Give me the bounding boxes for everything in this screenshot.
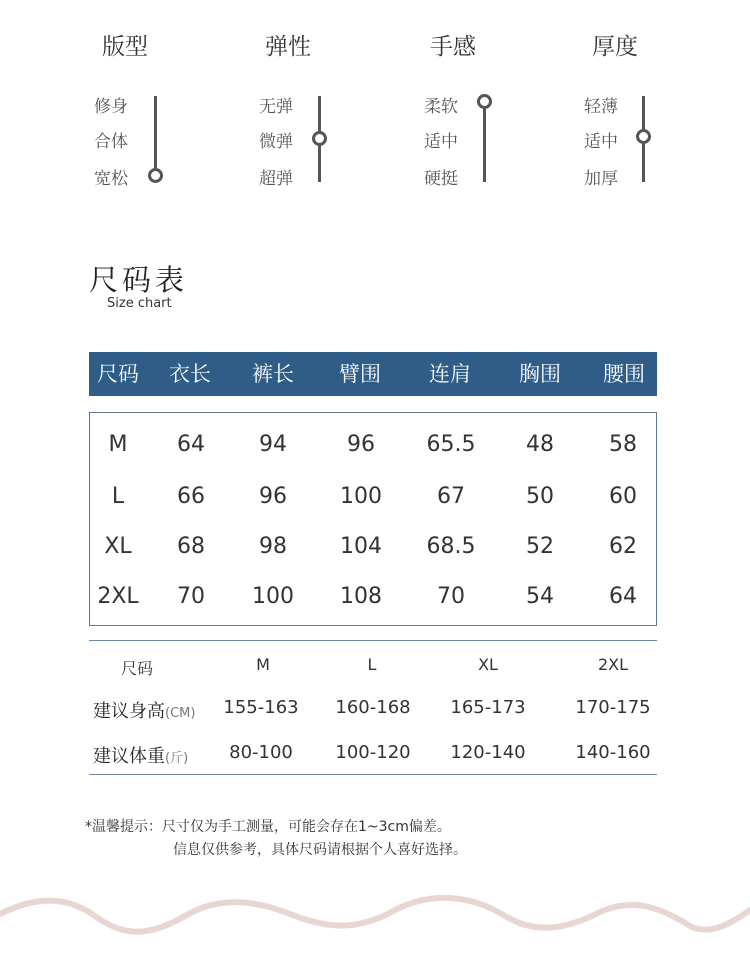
rec-weight: 80-100: [229, 742, 293, 763]
rec-weight-unit: (斤): [165, 751, 189, 766]
table-cell: 50: [526, 484, 554, 509]
table-cell: 100: [340, 484, 382, 509]
rec-height-label: [93, 697, 195, 723]
tip-line-2: 信息仅供参考，具体尺码请根据个人喜好选择。: [173, 842, 467, 858]
table-cell: 96: [347, 432, 375, 457]
rec-weight-label-text: 建议体重: [93, 746, 165, 767]
header-cell: 臂围: [339, 362, 381, 386]
rec-height-label-text: 建议身高: [93, 701, 165, 722]
slider-knob: [477, 94, 492, 109]
slider-knob: [312, 131, 327, 146]
table-cell: 65.5: [426, 432, 476, 457]
table-cell: M: [108, 432, 128, 457]
attribute-option: 硬挺: [424, 169, 458, 189]
slider-track: [154, 96, 157, 168]
header-cell: 裤长: [252, 362, 294, 386]
table-cell: 62: [609, 534, 637, 559]
rec-height: 155-163: [223, 697, 299, 718]
attribute-option: 无弹: [259, 97, 293, 117]
table-cell: 96: [259, 484, 287, 509]
attribute-option: 合体: [94, 132, 128, 152]
table-cell: 58: [609, 432, 637, 457]
attribute-option: 修身: [94, 97, 128, 117]
table-cell: 67: [437, 484, 465, 509]
table-cell: 2XL: [97, 584, 139, 609]
rec-weight-label: [93, 742, 188, 768]
rec-weight: 140-160: [575, 742, 651, 763]
table-cell: 52: [526, 534, 554, 559]
slider-track: [483, 108, 486, 182]
tip-line-1: *温馨提示：尺寸仅为手工测量，可能会存在1~3cm偏差。: [85, 819, 451, 835]
rec-height-unit: (CM): [165, 706, 196, 721]
table-cell: L: [111, 484, 125, 509]
attribute-option: 微弹: [259, 132, 293, 152]
rec-height: 160-168: [335, 697, 411, 718]
table-cell: 48: [526, 432, 554, 457]
table-cell: 64: [177, 432, 205, 457]
attribute-title: 弹性: [265, 34, 311, 60]
table-cell: 60: [609, 484, 637, 509]
attribute-option: 宽松: [94, 169, 128, 189]
header-cell: 尺码: [97, 362, 139, 386]
table-cell: 68: [177, 534, 205, 559]
size-table-header: [89, 352, 657, 396]
size-table-body: [89, 412, 657, 626]
divider-bottom: [89, 774, 657, 775]
rec-size: L: [367, 655, 377, 674]
rec-size: XL: [478, 655, 498, 674]
attribute-option: 适中: [584, 132, 618, 152]
slider-knob: [636, 129, 651, 144]
table-cell: 70: [437, 584, 465, 609]
attribute-option: 适中: [424, 132, 458, 152]
attribute-title: 厚度: [592, 34, 638, 60]
divider-top: [89, 640, 657, 641]
table-cell: 68.5: [426, 534, 476, 559]
table-cell: 64: [609, 584, 637, 609]
attribute-option: 超弹: [259, 169, 293, 189]
slider-knob: [148, 168, 163, 183]
table-cell: XL: [104, 534, 132, 559]
size-chart-subtitle: Size chart: [107, 296, 172, 311]
table-cell: 70: [177, 584, 205, 609]
rec-height: 170-175: [575, 697, 651, 718]
rec-size-label: 尺码: [121, 659, 154, 678]
table-cell: 104: [340, 534, 382, 559]
table-cell: 100: [252, 584, 294, 609]
rec-weight: 100-120: [335, 742, 411, 763]
table-cell: 54: [526, 584, 554, 609]
table-cell: 108: [340, 584, 382, 609]
attribute-option: 加厚: [584, 169, 618, 189]
size-chart-title: 尺码表: [89, 263, 189, 297]
table-cell: 98: [259, 534, 287, 559]
rec-size: 2XL: [597, 655, 629, 674]
rec-weight: 120-140: [450, 742, 526, 763]
attribute-option: 柔软: [424, 97, 458, 117]
attribute-title: 手感: [430, 34, 476, 60]
header-cell: 衣长: [169, 362, 211, 386]
decorative-wave: [0, 880, 750, 954]
table-cell: 94: [259, 432, 287, 457]
rec-size: M: [256, 655, 270, 674]
header-cell: 胸围: [519, 362, 561, 386]
table-cell: 66: [177, 484, 205, 509]
attribute-title: 版型: [102, 34, 148, 60]
header-cell: 连肩: [429, 362, 471, 386]
attribute-option: 轻薄: [584, 97, 618, 117]
rec-height: 165-173: [450, 697, 526, 718]
header-cell: 腰围: [603, 362, 645, 386]
